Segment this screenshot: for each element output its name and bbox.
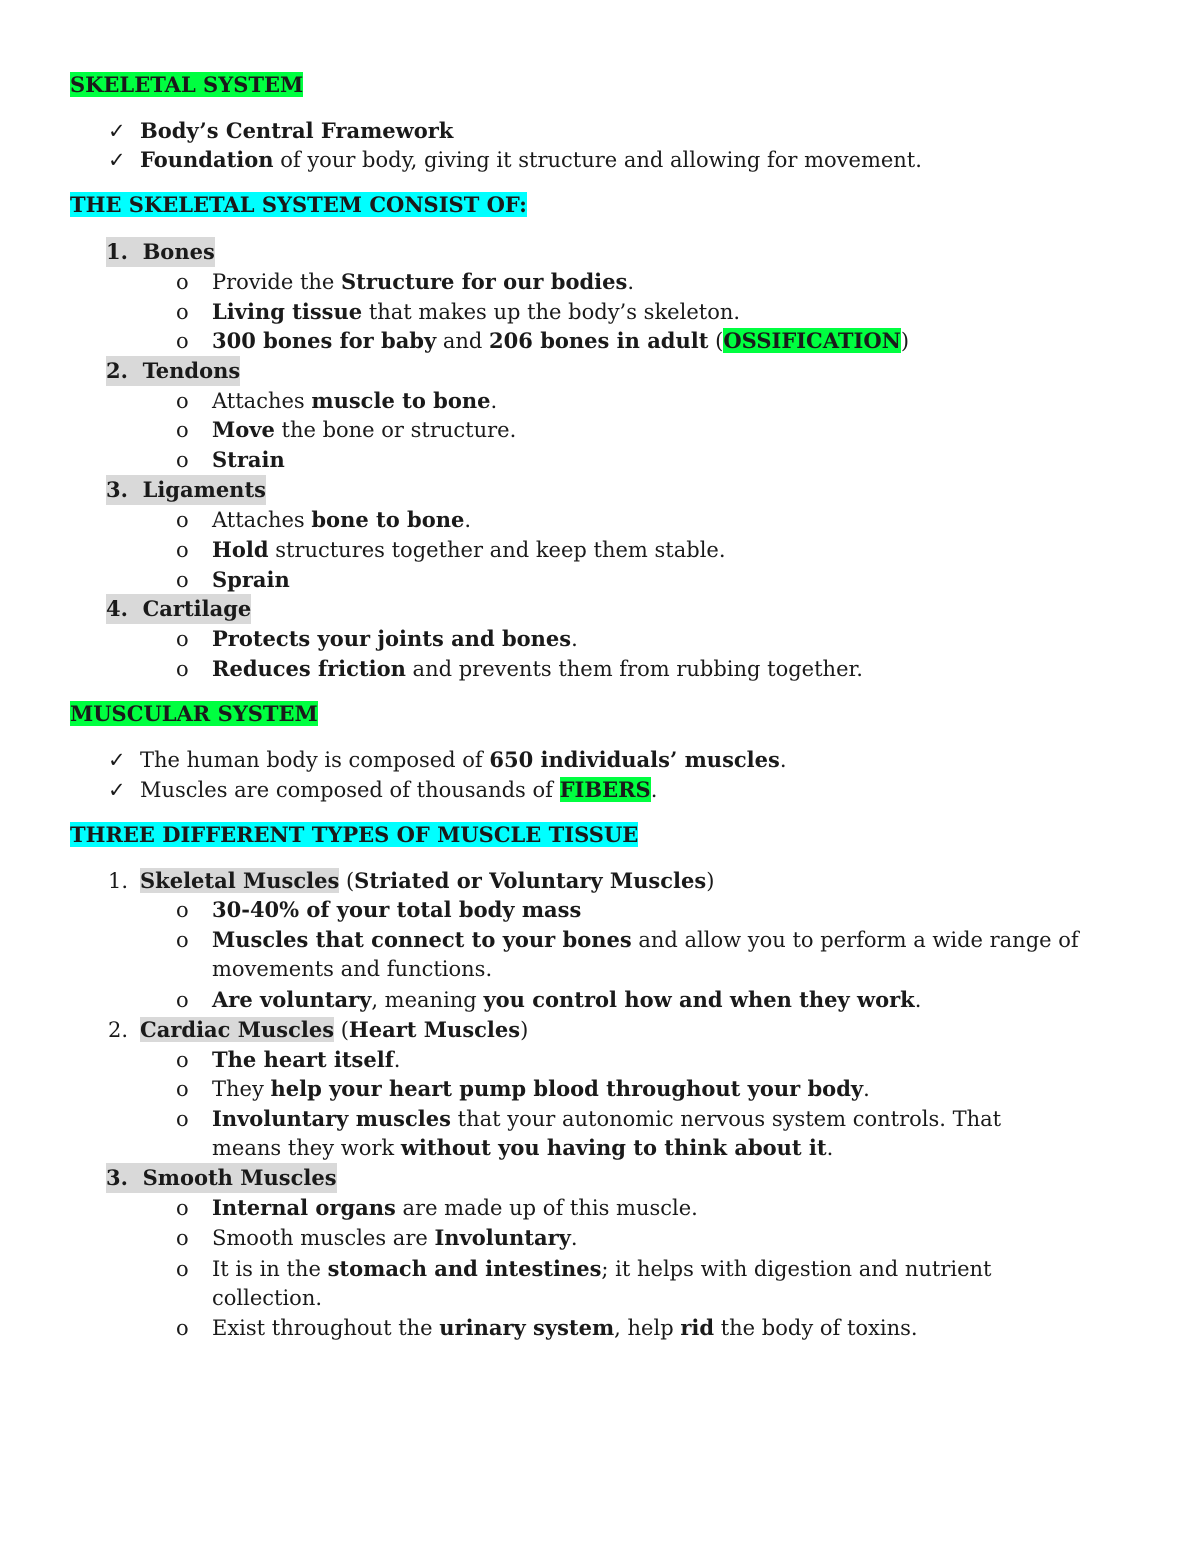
- list-item-cardiac-muscles: 2. Cardiac Muscles (Heart Muscles): [108, 1017, 529, 1042]
- sub-item-continuation: movements and functions.: [212, 957, 493, 981]
- sub-item: o Internal organs are made up of this muscle.: [0, 1193, 1200, 1223]
- bullet-icon: o: [176, 270, 189, 294]
- bullet-icon: o: [176, 1316, 189, 1340]
- sub-item: o Move the bone or structure.: [0, 415, 1200, 445]
- bullet-icon: o: [176, 1196, 189, 1220]
- bullet-icon: o: [176, 1257, 189, 1281]
- sub-item: o Reduces friction and prevents them from rubbing together.: [0, 654, 1200, 684]
- section-heading-skeletal: SKELETAL SYSTEM: [70, 72, 304, 97]
- list-item-ligaments: 3. Ligaments: [0, 475, 1200, 505]
- sub-item: o Provide the Structure for our bodies.: [0, 267, 1200, 297]
- checkmark-icon: ✓: [108, 748, 126, 772]
- bullet-icon: o: [176, 1077, 189, 1101]
- bullet-icon: o: [176, 898, 189, 922]
- sub-item: o Hold structures together and keep them stable.: [0, 535, 1200, 565]
- bullet-icon: o: [176, 627, 189, 651]
- check-item: ✓ Foundation of your body, giving it structure and allowing for movement.: [0, 145, 1200, 175]
- bullet-icon: o: [176, 538, 189, 562]
- bullet-icon: o: [176, 988, 189, 1012]
- bullet-icon: o: [176, 418, 189, 442]
- check-item: ✓ The human body is composed of 650 individuals’ muscles.: [0, 745, 1200, 775]
- check-item: ✓ Body’s Central Framework: [0, 116, 1200, 146]
- checkmark-icon: ✓: [108, 119, 126, 143]
- sub-item: o Are voluntary, meaning you control how and when they work.: [0, 985, 1200, 1015]
- bullet-icon: o: [176, 928, 189, 952]
- list-item-smooth-muscles: 3. Smooth Muscles: [0, 1163, 1200, 1193]
- bullet-icon: o: [176, 568, 189, 592]
- check-item: ✓ Muscles are composed of thousands of FIBERS.: [0, 775, 1200, 805]
- sub-item: o They help your heart pump blood throughout your body.: [0, 1074, 1200, 1104]
- sub-item-continuation: collection.: [212, 1286, 323, 1310]
- fibers-highlight: FIBERS: [559, 777, 651, 802]
- bullet-icon: o: [176, 657, 189, 681]
- bullet-icon: o: [176, 329, 189, 353]
- sub-item: o Protects your joints and bones.: [0, 624, 1200, 654]
- sub-item: o Exist throughout the urinary system, help rid the body of toxins.: [0, 1313, 1200, 1343]
- section-heading-muscular: MUSCULAR SYSTEM: [70, 701, 318, 726]
- sub-item: o It is in the stomach and intestines; it helps with digestion and nutrient: [0, 1254, 1200, 1284]
- sub-item: o Strain: [0, 445, 1200, 475]
- section-heading-types: THREE DIFFERENT TYPES OF MUSCLE TISSUE: [70, 822, 639, 847]
- sub-item: o Living tissue that makes up the body’s skeleton.: [0, 297, 1200, 327]
- checkmark-icon: ✓: [108, 148, 126, 172]
- sub-item: o Attaches bone to bone.: [0, 505, 1200, 535]
- sub-item: o Sprain: [0, 565, 1200, 595]
- sub-item-continuation: means they work without you having to think about it.: [212, 1135, 834, 1160]
- sub-item: o Muscles that connect to your bones and allow you to perform a wide range of: [0, 925, 1200, 955]
- bullet-icon: o: [176, 1107, 189, 1131]
- list-item-cartilage: 4. Cartilage: [0, 594, 1200, 624]
- bullet-icon: o: [176, 448, 189, 472]
- list-item-tendons: 2. Tendons: [0, 356, 1200, 386]
- list-item-skeletal-muscles: 1. Skeletal Muscles (Striated or Voluntary Muscles): [108, 868, 715, 893]
- sub-item: o Attaches muscle to bone.: [0, 386, 1200, 416]
- bullet-icon: o: [176, 508, 189, 532]
- sub-item: o Involuntary muscles that your autonomic nervous system controls. That: [0, 1104, 1200, 1134]
- section-heading-consist: THE SKELETAL SYSTEM CONSIST OF:: [70, 192, 527, 217]
- sub-item: o 30-40% of your total body mass: [0, 895, 1200, 925]
- checkmark-icon: ✓: [108, 778, 126, 802]
- sub-item: o Smooth muscles are Involuntary.: [0, 1223, 1200, 1253]
- bullet-icon: o: [176, 389, 189, 413]
- bullet-icon: o: [176, 300, 189, 324]
- sub-item: o 300 bones for baby and 206 bones in adult (OSSIFICATION): [0, 326, 1200, 356]
- bullet-icon: o: [176, 1226, 189, 1250]
- ossification-highlight: OSSIFICATION: [723, 328, 901, 353]
- sub-item: o The heart itself.: [0, 1045, 1200, 1075]
- bullet-icon: o: [176, 1048, 189, 1072]
- list-item-bones: 1. Bones: [0, 237, 1200, 267]
